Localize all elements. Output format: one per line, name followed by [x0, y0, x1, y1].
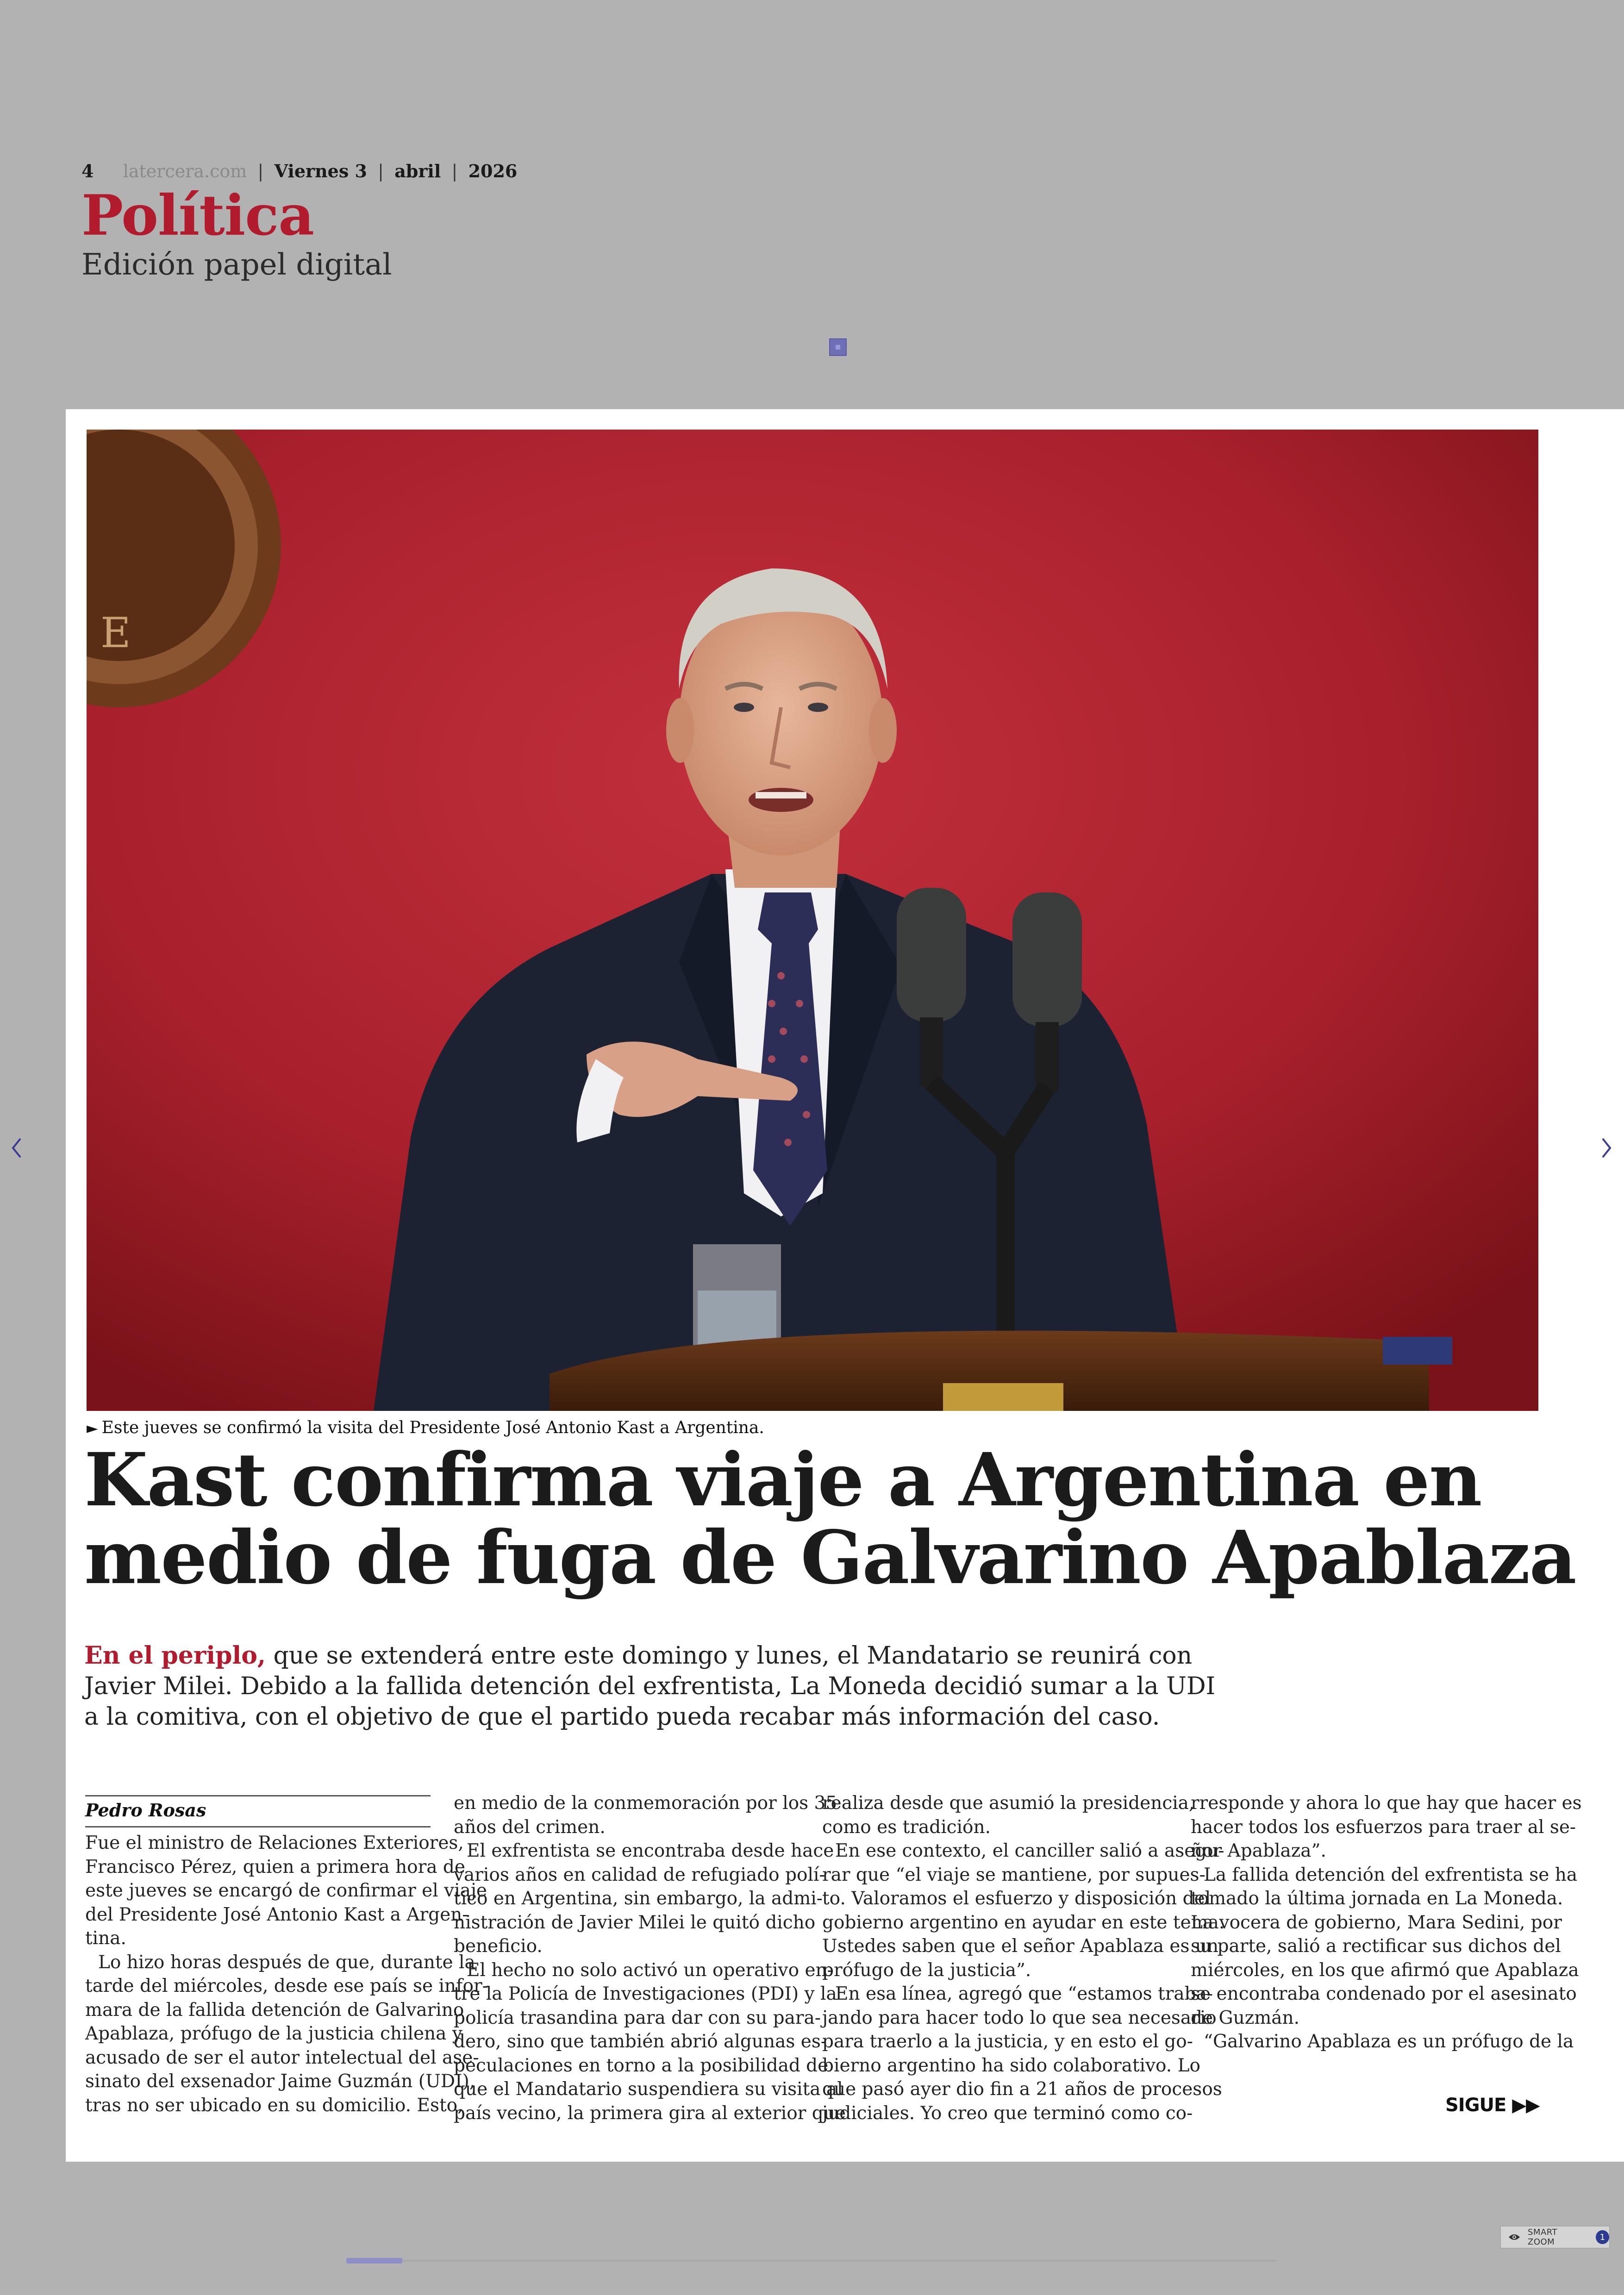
dateline: [81, 157, 517, 185]
body-text-line: tomado la última jornada en La Moneda.: [1191, 1888, 1563, 1909]
previous-page-button[interactable]: [7, 1129, 26, 1166]
body-text-line: se encontraba condenado por el asesinato: [1191, 1983, 1577, 2004]
body-column-1: [85, 1831, 488, 2117]
body-text-line: tras no ser ubicado en su domicilio. Esto,: [85, 2095, 463, 2116]
body-text-line: Francisco Pérez, quien a primera hora de: [85, 1856, 465, 1877]
lede-kicker: En el periplo,: [84, 1641, 266, 1670]
body-text-line: para traerlo a la justicia, y en esto el go-: [822, 2031, 1193, 2052]
body-text-line: rar que “el viaje se mantiene, por supues-: [822, 1864, 1206, 1885]
date-month: abril: [394, 161, 441, 181]
body-text-line: La fallida detención del exfrentista se ha: [1204, 1864, 1578, 1885]
body-text-line: Lo hizo horas después de que, durante la: [98, 1952, 475, 1973]
body-column-3: [822, 1791, 1225, 2125]
body-text-line: años del crimen.: [454, 1816, 606, 1838]
body-text-line: ñor Apablaza”.: [1191, 1840, 1326, 1861]
svg-text:E: E: [100, 609, 131, 657]
chevron-right-icon: [1601, 1137, 1612, 1159]
byline-box: [85, 1795, 431, 1827]
body-text-line: hacer todos los esfuerzos para traer al se-: [1191, 1816, 1576, 1838]
body-text-line: to. Valoramos el esfuerzo y disposición del: [822, 1888, 1211, 1909]
edition-label: Edición papel digital: [81, 248, 392, 282]
newspaper-page: [66, 409, 1624, 2162]
body-text-line: peculaciones en torno a la posibilidad de: [454, 2055, 829, 2076]
body-text-line: La vocera de gobierno, Mara Sedini, por: [1191, 1912, 1562, 1933]
body-text-line: dero, sino que también abrió algunas es-: [454, 2031, 827, 2052]
divider: |: [451, 161, 458, 181]
body-column-2: [454, 1791, 846, 2125]
body-text-line: miércoles, en los que afirmó que Apablaza: [1191, 1959, 1579, 1981]
article-lede: [84, 1640, 1216, 1732]
body-text-line: jando para hacer todo lo que sea necesario: [822, 2007, 1217, 2028]
page-number: 4: [81, 161, 94, 181]
section-title: Política: [81, 183, 314, 248]
body-text-line: este jueves se encargó de confirmar el viaje: [85, 1880, 487, 1901]
body-text-line: de Guzmán.: [1191, 2007, 1300, 2028]
smart-zoom-label: SMART ZOOM: [1528, 2227, 1557, 2247]
body-text-line: Fue el ministro de Relaciones Exteriores,: [85, 1833, 464, 1853]
body-text-line: rresponde y ahora lo que hay que hacer es: [1191, 1793, 1582, 1814]
body-text-line: El exfrentista se encontraba desde hace: [467, 1840, 834, 1861]
byline: Pedro Rosas: [85, 1800, 206, 1821]
body-text-line: que el Mandatario suspendiera su visita al: [454, 2079, 843, 2100]
photo-caption: [87, 1416, 764, 1440]
body-text-line: Ustedes saben que el señor Apablaza es un: [822, 1936, 1219, 1957]
continue-label[interactable]: SIGUE ▶▶: [1445, 2095, 1540, 2116]
body-text-line: tico en Argentina, sin embargo, la admi-: [454, 1888, 823, 1909]
body-text-line: El hecho no solo activó un operativo en-: [467, 1959, 833, 1981]
body-text-line: beneficio.: [454, 1936, 543, 1957]
headline-line: Kast confirma viaje a Argentina en: [84, 1437, 1481, 1523]
body-text-line: varios años en calidad de refugiado polí-: [454, 1864, 825, 1885]
body-text-line: realiza desde que asumió la presidencia,: [822, 1793, 1195, 1814]
body-text-line: policía trasandina para dar con su para-: [454, 2007, 821, 2028]
article-headline: [84, 1437, 1576, 1601]
progress-fill: [346, 2258, 402, 2264]
body-text-line: como es tradición.: [822, 1816, 991, 1838]
body-text-line: país vecino, la primera gira al exterior que: [454, 2102, 846, 2124]
body-text-line: en medio de la conmemoración por los 35: [454, 1793, 837, 1814]
body-text-line: que pasó ayer dio fin a 21 años de procesos: [822, 2079, 1222, 2100]
body-column-4: [1191, 1791, 1582, 2054]
body-text-line: su parte, salió a rectificar sus dichos del: [1191, 1936, 1561, 1957]
body-text-line: Apablaza, prófugo de la justicia chilena y: [85, 2023, 462, 2044]
lede-line: a la comitiva, con el objetivo de que el partido pueda recabar más información del caso.: [84, 1703, 1160, 1731]
body-text-line: “Galvarino Apablaza es un prófugo de la: [1204, 2031, 1574, 2052]
body-text-line: del Presidente José Antonio Kast a Argen-: [85, 1904, 468, 1925]
date-year: 2026: [468, 161, 518, 181]
body-text-line: nistración de Javier Milei le quitó dicho: [454, 1912, 816, 1933]
square-icon: [836, 345, 840, 349]
smart-zoom-badge: 1: [1596, 2230, 1609, 2244]
page-thumbnail-button[interactable]: [829, 338, 847, 356]
eye-icon: [1508, 2231, 1520, 2243]
body-text-line: tre la Policía de Investigaciones (PDI) y la: [454, 1983, 837, 2004]
smart-zoom-button[interactable]: [1500, 2226, 1610, 2249]
caption-marker: ►: [87, 1419, 98, 1437]
body-text-line: gobierno argentino en ayudar en este tema.: [822, 1912, 1225, 1933]
date-day: Viernes 3: [274, 161, 367, 181]
lede-line: que se extenderá entre este domingo y lunes, el Mandatario se reunirá con: [265, 1642, 1193, 1670]
site-name: latercera.com: [123, 161, 247, 181]
headline-line: medio de fuga de Galvarino Apablaza: [84, 1515, 1576, 1601]
page-progress-bar[interactable]: [346, 2260, 1277, 2262]
body-text-line: bierno argentino ha sido colaborativo. Lo: [822, 2055, 1200, 2076]
divider: |: [378, 161, 384, 181]
body-text-line: judiciales. Yo creo que terminó como co-: [822, 2102, 1193, 2124]
article-photo: [87, 430, 1538, 1411]
lede-line: Javier Milei. Debido a la fallida detención del exfrentista, La Moneda decidió sumar a la UDI: [84, 1672, 1216, 1700]
body-text-line: mara de la fallida detención de Galvarino: [85, 1999, 464, 2021]
chevron-left-icon: [11, 1137, 22, 1159]
body-text-line: prófugo de la justicia”.: [822, 1959, 1031, 1981]
body-text-line: tina.: [85, 1928, 126, 1949]
body-text-line: En esa línea, agregó que “estamos traba-: [835, 1983, 1213, 2004]
body-text-line: acusado de ser el autor intelectual del ase-: [85, 2047, 479, 2068]
body-text-line: tarde del miércoles, desde ese país se infor-: [85, 1976, 488, 1996]
masthead: [81, 157, 517, 283]
divider: |: [257, 161, 264, 181]
body-text-line: En ese contexto, el canciller salió a asegu-: [835, 1840, 1224, 1861]
body-text-line: sinato del exsenador Jaime Guzmán (UDI),: [85, 2071, 475, 2092]
next-page-button[interactable]: [1597, 1129, 1616, 1166]
caption-text: Este jueves se confirmó la visita del Presidente José Antonio Kast a Argentina.: [101, 1418, 764, 1437]
